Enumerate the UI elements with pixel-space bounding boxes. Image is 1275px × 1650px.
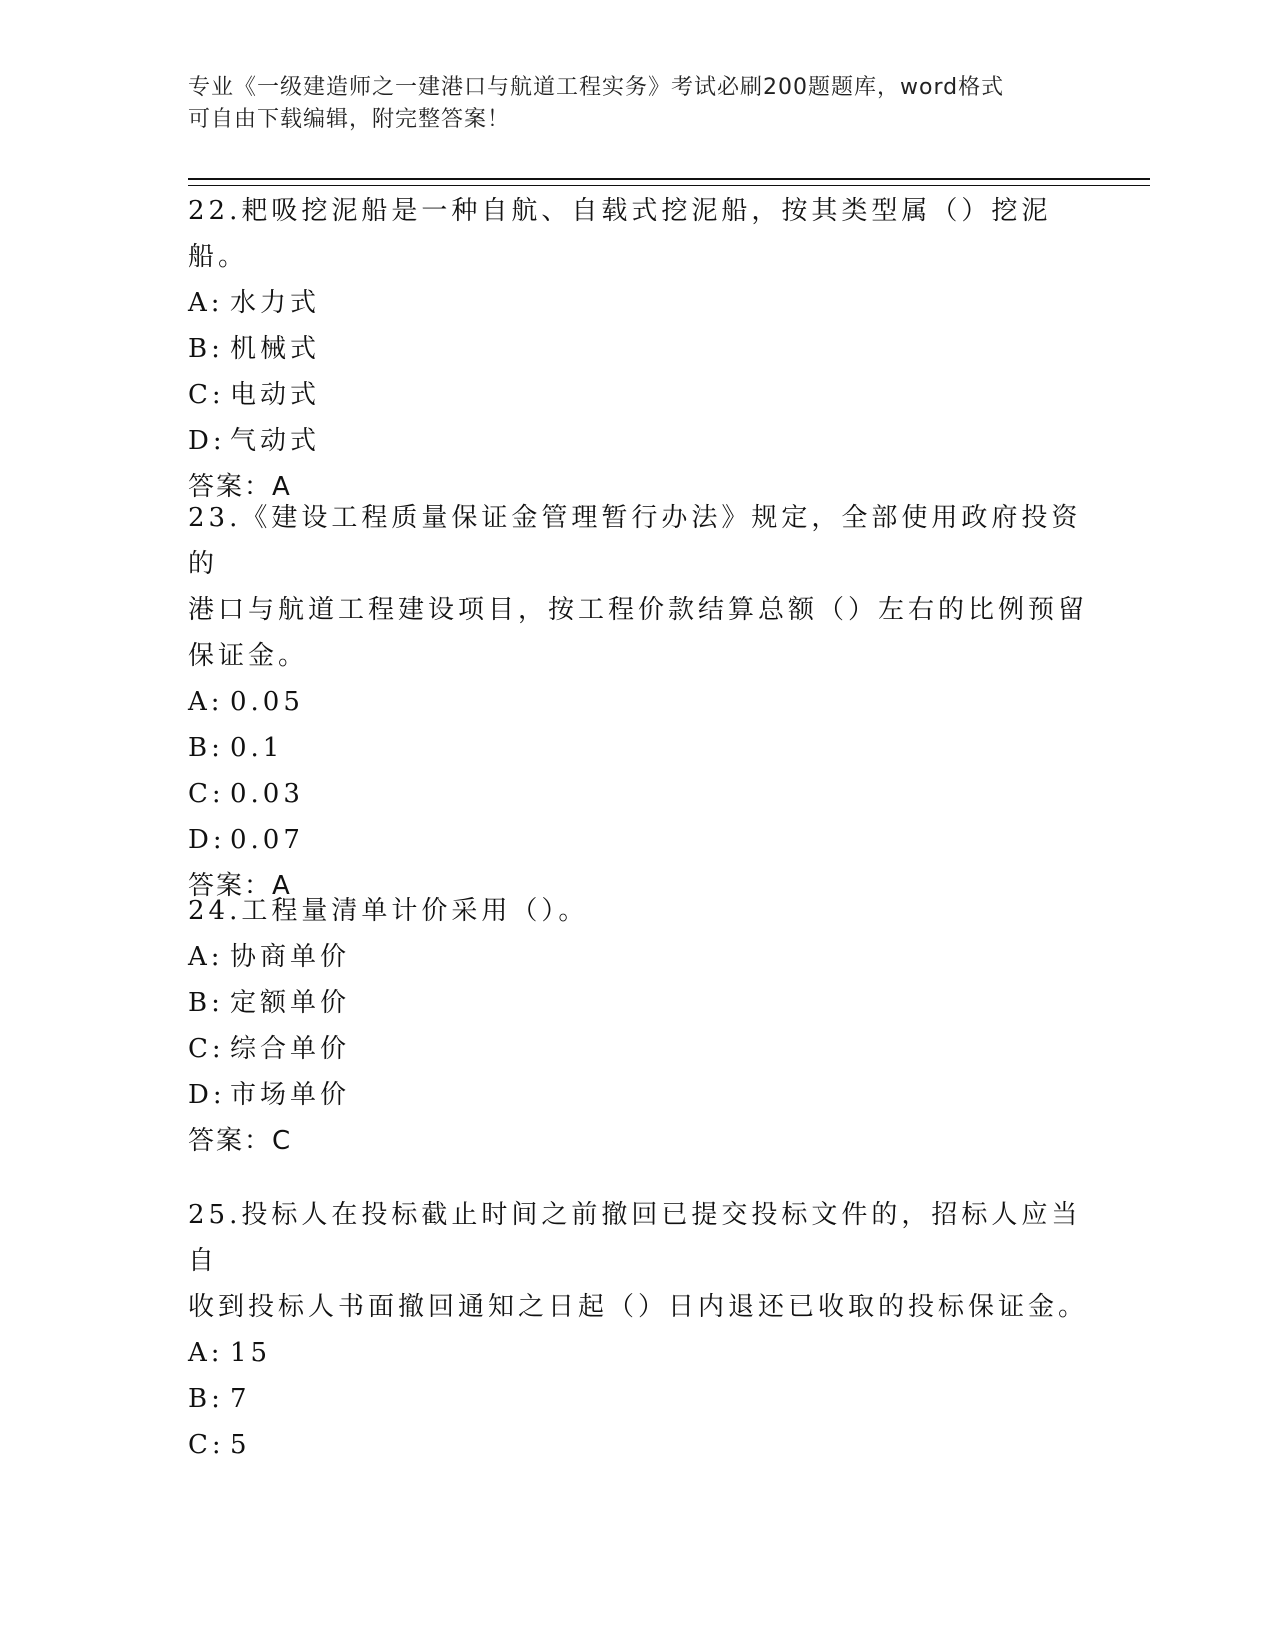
option-text: 0.1	[230, 733, 284, 763]
option-key: A:	[188, 1338, 224, 1368]
question-stem-line: 24.工程量清单计价采用（）。	[188, 896, 589, 926]
option-a	[188, 934, 1088, 980]
option-text: 0.03	[230, 779, 304, 809]
question-24	[188, 888, 1088, 1164]
option-key: B:	[188, 988, 224, 1018]
option-key: C:	[188, 1034, 225, 1064]
option-b	[188, 725, 1088, 771]
option-c	[188, 771, 1088, 817]
option-text: 0.05	[230, 687, 304, 717]
option-key: A:	[188, 288, 224, 318]
header-divider	[188, 178, 1150, 186]
option-text: 气动式	[230, 426, 321, 456]
option-a	[188, 679, 1088, 725]
option-text: 机械式	[230, 334, 321, 364]
question-stem	[188, 495, 1088, 679]
question-25	[188, 1192, 1088, 1468]
question-stem	[188, 188, 1088, 280]
question-23	[188, 495, 1088, 909]
option-text: 7	[230, 1384, 251, 1414]
answer-line	[188, 1118, 1088, 1164]
option-key: D:	[188, 825, 226, 855]
document-header	[188, 72, 1088, 136]
option-key: C:	[188, 779, 225, 809]
option-key: B:	[188, 1384, 224, 1414]
option-text: 协商单价	[230, 942, 351, 972]
question-stem-line: 23.《建设工程质量保证金管理暂行办法》规定，全部使用政府投资的	[188, 503, 1082, 579]
option-d	[188, 418, 1088, 464]
answer-value: A	[272, 871, 292, 901]
question-stem-line: 25.投标人在投标截止时间之前撤回已提交投标文件的，招标人应当自	[188, 1200, 1082, 1276]
answer-value: C	[272, 1126, 293, 1156]
option-key: B:	[188, 334, 224, 364]
option-text: 5	[230, 1430, 251, 1460]
answer-label: 答案：	[188, 1126, 273, 1156]
option-key: D:	[188, 1080, 226, 1110]
option-text: 15	[230, 1338, 272, 1368]
answer-label: 答案：	[188, 472, 273, 502]
answer-value: A	[272, 472, 292, 502]
question-22	[188, 188, 1088, 510]
option-key: C:	[188, 380, 225, 410]
option-b	[188, 326, 1088, 372]
option-d	[188, 817, 1088, 863]
option-key: C:	[188, 1430, 225, 1460]
header-line-2: 可自由下载编辑，附完整答案！	[188, 107, 511, 132]
option-key: D:	[188, 426, 226, 456]
question-stem	[188, 1192, 1088, 1330]
option-a	[188, 280, 1088, 326]
question-stem-line: 港口与航道工程建设项目，按工程价款结算总额（）左右的比例预留	[188, 595, 1089, 625]
option-text: 0.07	[230, 825, 304, 855]
option-text: 综合单价	[230, 1034, 351, 1064]
question-stem	[188, 888, 1088, 934]
option-key: B:	[188, 733, 224, 763]
option-text: 水力式	[230, 288, 321, 318]
header-line-1: 专业《一级建造师之一建港口与航道工程实务》考试必刷200题题库，word格式	[188, 75, 1005, 100]
answer-label: 答案：	[188, 871, 273, 901]
option-a	[188, 1330, 1088, 1376]
question-stem-line: 22.耙吸挖泥船是一种自航、自载式挖泥船，按其类型属（）挖泥船。	[188, 196, 1052, 272]
option-c	[188, 372, 1088, 418]
option-c	[188, 1422, 1088, 1468]
option-text: 电动式	[230, 380, 321, 410]
option-d	[188, 1072, 1088, 1118]
option-b	[188, 1376, 1088, 1422]
option-text: 市场单价	[230, 1080, 351, 1110]
option-b	[188, 980, 1088, 1026]
option-key: A:	[188, 687, 224, 717]
option-key: A:	[188, 942, 224, 972]
option-c	[188, 1026, 1088, 1072]
option-text: 定额单价	[230, 988, 351, 1018]
question-stem-line: 收到投标人书面撤回通知之日起（）日内退还已收取的投标保证金。	[188, 1292, 1089, 1322]
question-stem-line: 保证金。	[188, 641, 309, 671]
